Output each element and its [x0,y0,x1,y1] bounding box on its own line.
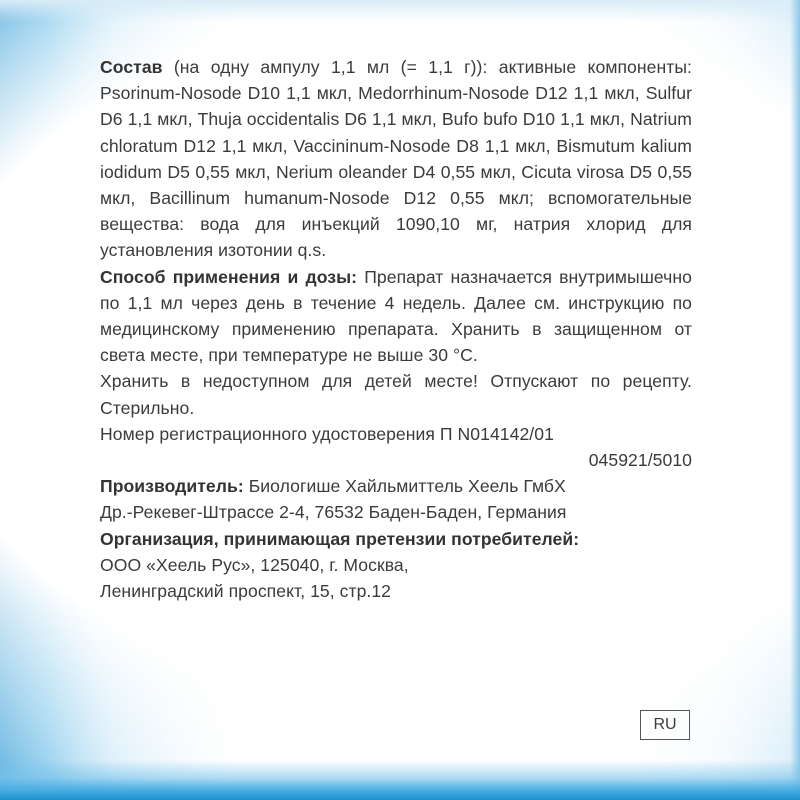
composition-label: Состав [100,57,163,77]
manufacturer-name: Биологише Хайльмиттель Хеель ГмбХ [248,476,566,497]
claims-org-line1: ООО «Хеель Рус», 125040, г. Москва, [100,554,409,575]
composition-text: (на одну ампулу 1,1 мл (= 1,1 г)): активные компоненты: Psorinum-Nosode D10 1,1 мкл, Medorrhinum-Nosode D12 1,1 мкл, Sulfur D6 1,1 мкл, Thuja occidentalis D6 1,1 мкл, Bufo bufo D10 1,1 мкл, Natrium chloratum D12 1,1 мкл, Vaccininum-Nosode D8 1,1 мкл, Bismutum kalium iodidum D5 0,55 мкл, Nerium oleander D4 0,55 мкл, Cicuta virosa D5 0,55 мкл, Bacillinum humanum-Nosode D12 0,55 мкл; вспомогательные вещества: вода для инъекций 1090,10 мг, натрия хлорид для установления изотонии q.s. [100,57,692,261]
registration-block [100,421,692,473]
manufacturer-block [100,473,692,525]
dosage-paragraph [100,264,692,369]
package-bottom-blue-band [0,760,800,800]
storage-note: Хранить в недоступном для детей месте! Отпускают по рецепту. Стерильно. [100,371,692,418]
claims-org-label: Организация, принимающая претензии потребителей: [100,528,580,549]
package-text-block [100,54,692,604]
claims-org-line2: Ленинградский проспект, 15, стр.12 [100,581,392,602]
dosage-text: Препарат назначается внутримышечно по 1,1 мл через день в течение 4 недель. Далее см. инструкцию по медицинскому применению препарата. Хранить в защищенном от света месте, при температуре не выше 30 °С. [100,266,692,366]
dosage-label: Способ применения и дозы: [100,266,358,287]
claims-org-block [100,526,692,605]
package-top-shading [0,0,800,22]
manufacturer-address: Др.-Рекевег-Штрассе 2-4, 76532 Баден-Баден, Германия [100,502,567,523]
registration-number-line: Номер регистрационного удостоверения П N014142/01 [100,423,554,444]
package-right-shading [790,0,800,800]
registration-number-continuation: 045921/5010 [588,450,692,471]
composition-paragraph [100,54,692,264]
manufacturer-label: Производитель: [100,476,244,497]
country-code-box: RU [640,710,690,740]
